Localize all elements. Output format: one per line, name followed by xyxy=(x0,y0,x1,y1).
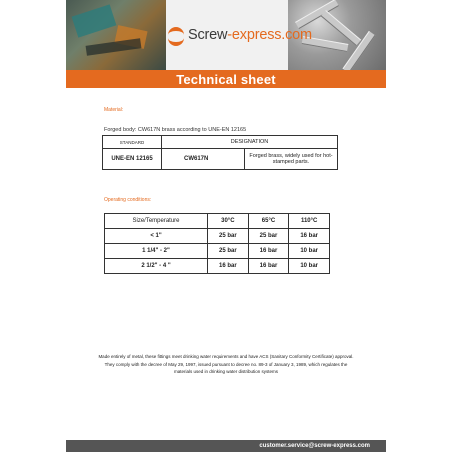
pressure-cell: 16 bar xyxy=(289,229,330,244)
size-cell: 2 1/2" - 4 " xyxy=(105,259,208,274)
logo-word-screw: Screw xyxy=(188,27,228,43)
designation-header: DESIGNATION xyxy=(162,136,338,149)
operating-heading: Operating conditions: xyxy=(104,197,152,203)
footer-email[interactable]: customer.service@screw-express.com xyxy=(259,443,370,449)
material-table xyxy=(102,135,338,170)
pressure-cell: 16 bar xyxy=(248,259,289,274)
pressure-cell: 25 bar xyxy=(248,229,289,244)
pressure-cell: 16 bar xyxy=(208,259,249,274)
pressure-cell: 25 bar xyxy=(208,244,249,259)
tools-photo xyxy=(66,0,166,70)
standard-value: UNE-EN 12165 xyxy=(103,149,162,170)
note-line-1: Made entirely of metal, these fittings meet drinking water requirements and have ACS (Sanitary Conformity Certificate) approval. xyxy=(98,354,354,359)
operating-conditions-table xyxy=(104,213,330,274)
header-banner xyxy=(66,0,386,70)
material-code: CW617N xyxy=(162,149,245,170)
table-row xyxy=(105,244,330,259)
note-line-2: They comply with the decree of May 29, 1997, issued pursuant to decree no. 89-3 of January 3, 1989, which regulates the xyxy=(104,361,348,367)
logo-arrows-icon xyxy=(168,27,184,43)
material-description: Forged body: CW617N brass according to UNE-EN 12165 xyxy=(104,127,247,133)
pressure-cell: 10 bar xyxy=(289,259,330,274)
note-line-3: materials used in drinking water distribution systems xyxy=(173,369,279,374)
brand-logo xyxy=(168,22,312,48)
temp-65-header: 65°C xyxy=(248,214,289,229)
technical-sheet-page xyxy=(66,0,386,452)
table-row xyxy=(105,259,330,274)
size-temperature-header: Size/Temperature xyxy=(105,214,208,229)
pressure-cell: 16 bar xyxy=(248,244,289,259)
size-cell: < 1" xyxy=(105,229,208,244)
material-designation: Forged brass, widely used for hot-stamped parts. xyxy=(245,149,338,170)
size-cell: 1 1/4" - 2" xyxy=(105,244,208,259)
material-table-header xyxy=(103,136,338,149)
table-row xyxy=(105,229,330,244)
temp-110-header: 110°C xyxy=(289,214,330,229)
pressure-cell: 10 bar xyxy=(289,244,330,259)
footer-bar xyxy=(66,440,386,452)
compliance-note xyxy=(86,353,366,376)
logo-text xyxy=(188,27,312,43)
title-bar xyxy=(66,70,386,88)
material-table-row xyxy=(103,149,338,170)
operating-table-header xyxy=(105,214,330,229)
temp-30-header: 30°C xyxy=(208,214,249,229)
standard-header: STANDARD xyxy=(103,136,162,149)
page-title: Technical sheet xyxy=(176,71,276,87)
logo-word-express: -express.com xyxy=(227,27,312,43)
material-heading: Material: xyxy=(104,107,124,113)
pressure-cell: 25 bar xyxy=(208,229,249,244)
